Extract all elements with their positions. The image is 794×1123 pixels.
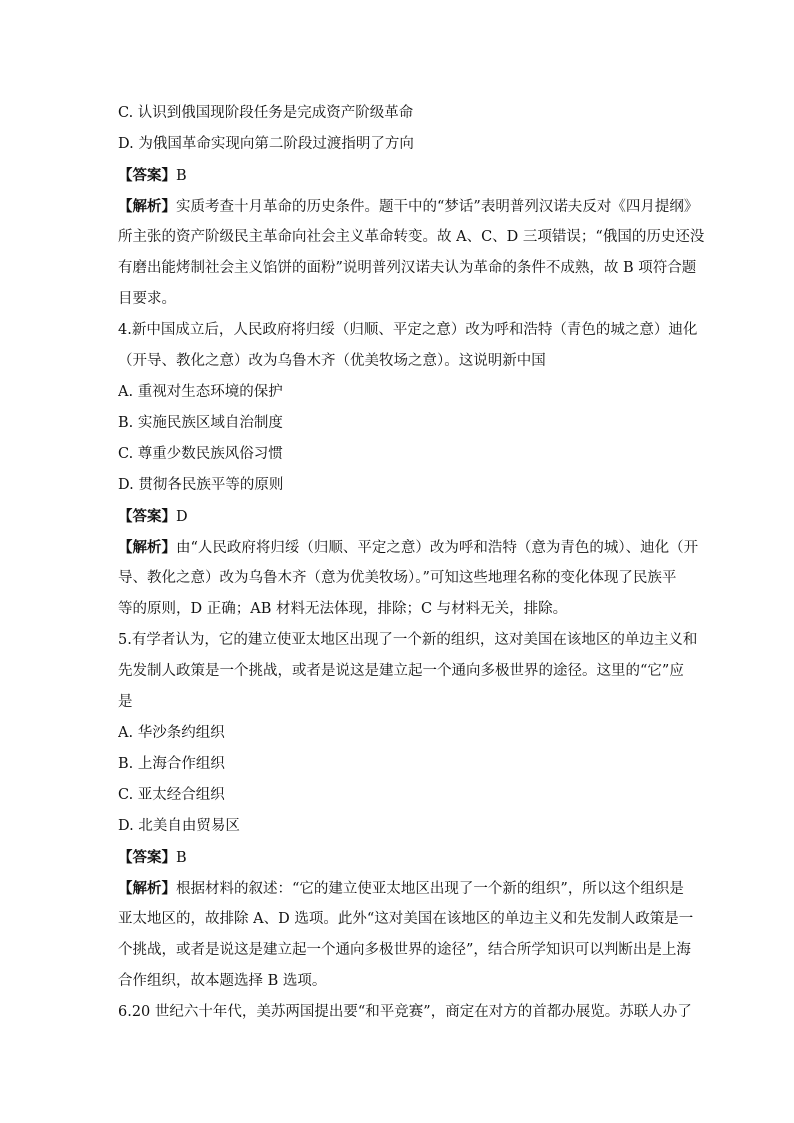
answer-value: D bbox=[176, 509, 188, 525]
option-d: D. 为俄国革命实现向第二阶段过渡指明了方向 bbox=[118, 136, 414, 152]
question-stem: 先发制人政策是一个挑战，或者是说这是建立起一个通向多极世界的途径。这里的“它”应 bbox=[118, 663, 684, 679]
question-5 bbox=[118, 625, 698, 997]
option-c: C. 尊重少数民族风俗习惯 bbox=[118, 446, 283, 462]
answer-line bbox=[118, 842, 678, 873]
analysis-text: 实质考查十月革命的历史条件。题干中的“梦话”表明普列汉诺夫反对《四月提纲》 bbox=[176, 199, 699, 215]
option-c: C. 亚太经合组织 bbox=[118, 787, 225, 803]
analysis-text: 个挑战，或者是说这是建立起一个通向多极世界的途径”，结合所学知识可以判断出是上海 bbox=[118, 942, 691, 958]
question-stem: 6.20 世纪六十年代，美苏两国提出要“和平竞赛”，商定在对方的首都办展览。苏联人办了 bbox=[118, 1004, 692, 1020]
answer-value: B bbox=[176, 850, 187, 866]
answer-line bbox=[118, 160, 678, 191]
question-stem: （开导、教化之意）改为乌鲁木齐（优美牧场之意）。这说明新中国 bbox=[118, 353, 546, 369]
analysis-label: 【解析】 bbox=[118, 539, 176, 556]
analysis-text: 等的原则，D 正确；AB 材料无法体现，排除；C 与材料无关，排除。 bbox=[118, 601, 568, 617]
option-a: A. 华沙条约组织 bbox=[118, 725, 225, 741]
analysis-text: 由“人民政府将归绥（归顺、平定之意）改为呼和浩特（意为青色的城）、迪化（开 bbox=[176, 540, 699, 556]
analysis-text: 导、教化之意）改为乌鲁木齐（意为优美牧场）。”可知这些地理名称的变化体现了民族平 bbox=[118, 570, 677, 586]
option-b: B. 上海合作组织 bbox=[118, 756, 225, 772]
answer-label: 【答案】 bbox=[118, 167, 176, 184]
analysis-text: 根据材料的叙述：“它的建立使亚太地区出现了一个新的组织”，所以这个组织是 bbox=[176, 881, 684, 897]
option-d: D. 北美自由贸易区 bbox=[118, 818, 240, 834]
option-c: C. 认识到俄国现阶段任务是完成资产阶级革命 bbox=[118, 105, 414, 121]
question-3-tail bbox=[118, 98, 705, 315]
analysis-line bbox=[118, 532, 699, 563]
answer-label: 【答案】 bbox=[118, 508, 176, 525]
analysis-text: 有磨出能烤制社会主义馅饼的面粉”说明普列汉诺夫认为革命的条件不成熟，故 B 项符合题 bbox=[118, 260, 697, 276]
question-6 bbox=[118, 997, 692, 1028]
answer-line bbox=[118, 501, 678, 532]
answer-value: B bbox=[176, 168, 187, 184]
question-stem: 4.新中国成立后，人民政府将归绥（归顺、平定之意）改为呼和浩特（青色的城之意）迪化 bbox=[118, 322, 698, 338]
analysis-line bbox=[118, 873, 684, 904]
option-b: B. 实施民族区域自治制度 bbox=[118, 415, 283, 431]
answer-label: 【答案】 bbox=[118, 849, 176, 866]
option-d: D. 贯彻各民族平等的原则 bbox=[118, 477, 284, 493]
analysis-label: 【解析】 bbox=[118, 880, 176, 897]
analysis-text: 所主张的资产阶级民主革命向社会主义革命转变。故 A、C、D 三项错误；“俄国的历史还没 bbox=[118, 229, 705, 245]
question-stem: 是 bbox=[118, 694, 133, 710]
analysis-text: 目要求。 bbox=[118, 291, 176, 307]
analysis-label: 【解析】 bbox=[118, 198, 176, 215]
question-stem: 5.有学者认为，它的建立使亚太地区出现了一个新的组织，这对美国在该地区的单边主义和 bbox=[118, 632, 698, 648]
option-a: A. 重视对生态环境的保护 bbox=[118, 384, 283, 400]
analysis-text: 亚太地区的，故排除 A、D 选项。此外“这对美国在该地区的单边主义和先发制人政策是一 bbox=[118, 911, 694, 927]
analysis-line bbox=[118, 191, 699, 222]
question-4 bbox=[118, 315, 699, 625]
document-content bbox=[118, 98, 705, 1028]
analysis-text: 合作组织，故本题选择 B 选项。 bbox=[118, 973, 327, 989]
